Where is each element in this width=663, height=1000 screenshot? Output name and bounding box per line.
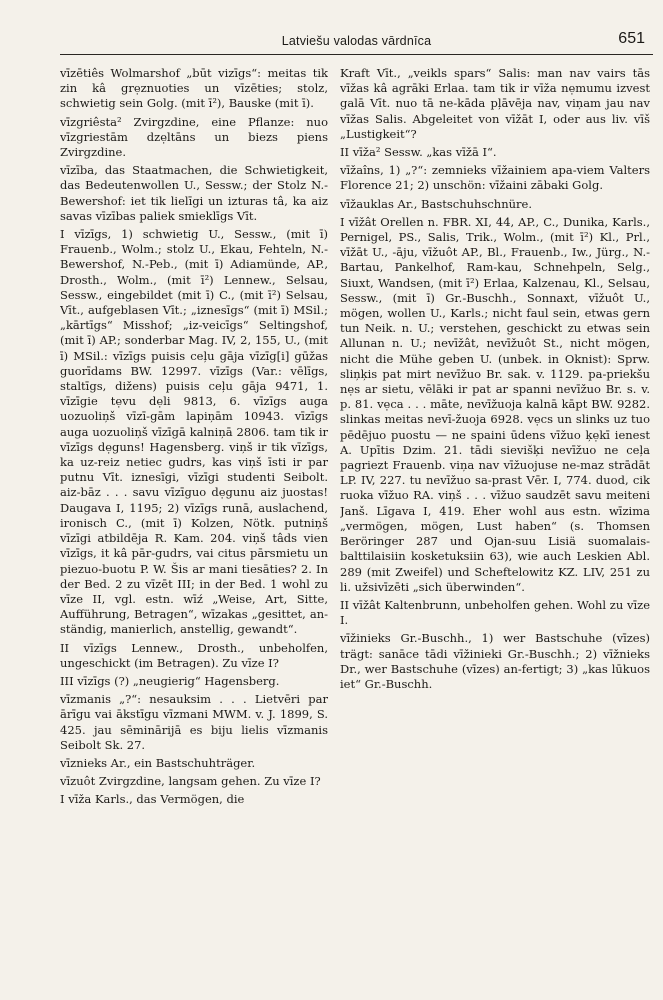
entry-vizains: vīžaîns, 1) „?“: zemnieks vīžainiem apa-viem Valters Florence 21; 2) unschön: vīžaini zābaki Golg. [340, 163, 650, 193]
page-number: 651 [618, 30, 645, 47]
entry-viza-1-cont: Kraft Vīt., „veikls spars“ Salis: man nav vairs tās vīžas kâ agrāki Erlaa. tam tik ir vīža nẹmumu izvest galā Vīt. nuo tā ne-kāda pļāvēja nav, viņam jau nav vīžas Salis. Abgeleitet von vīžāt I, oder aus liv. vīš „Lustigkeit“? [340, 66, 650, 141]
entry-viziba: vīzība, das Staatmachen, die Schwietigkeit, das Bedeutenwollen U., Sessw.; der Stolz N.-Bewershof: iet tik lielīgi un izturas tâ, ka aiz savas vīzības paliek smieklīgs Vīt. [60, 163, 328, 223]
left-column [60, 66, 328, 996]
entry-viza-1-start: I vīža Karls., das Vermögen, die [60, 792, 245, 807]
entry-viznieks: vīznieks Ar., ein Bastschuhträger. [60, 755, 256, 770]
entry-vizigs-3: III vīzīgs (?) „neugierig“ Hagensberg. [60, 673, 280, 688]
right-column [340, 66, 650, 996]
entry-vizmanis: vīzmanis „?“: nesauksim . . . Lietvēri par ārīgu vai ākstīgu vīzmani MWM. v. J. 1899, S. 425. jau sēminārijā es biju lielis vīzmanis Seibolt Sk. 27. [60, 692, 328, 752]
running-title: Latviešu valodas vārdnīca [281, 34, 432, 48]
entry-vizinieks: vīžinieks Gr.-Buschh., 1) wer Bastschuhe (vīzes) trägt: sanāce tādi vīžinieki Gr.-Buschh.; 2) vīžnieks Dr., wer Bastschuhe (vīzes) an-fertigt; 3) „kas lūkuos iet“ Gr.-Buschh. [340, 631, 650, 691]
entry-vizeties: vīzētiês Wolmarshof „būt vizīgs“: meitas tik zin kâ grẹznuoties un vīzēties; stolz, schwietig sein Golg. (mit ī²), Bauske (mit ī). [60, 66, 328, 111]
entry-vizauklas: vīžauklas Ar., Bastschuhschnüre. [340, 196, 532, 211]
entry-viza-2: II vīža² Sessw. „kas vīžā I“. [340, 145, 497, 160]
page-header [60, 30, 653, 55]
entry-vizuot: vīzuôt Zvirgzdine, langsam gehen. Zu vīze I? [60, 774, 321, 789]
entry-vizigs-1: I vīzīgs, 1) schwietig U., Sessw., (mit ī) Frauenb., Wolm.; stolz U., Ekau, Fehteln, N.-Bewershof, N.-Peb., (mit ī) Adiamünde, AP., Drosth., Wolm., (mit ī²) Lennew., Selsau, Sessw., eingebildet (mit ī) C., (mit ī²) Selsau, Vīt., aufgeblasen Vīt.; „iznesīgs“ (mit ī) MSil.; „kārtīgs“ Misshof; „iz-veicīgs“ Seltingshof, (mit ī) AP.; sonderbar Mag. IV, 2, 155, U., (mit ī) MSil.: vīzīgs puisis ceļu gāja vīzīg[i] gūžas guorīdams BW. 12997. vīzīgs (Var.: vēlīgs, staltīgs, dižens) puisis ceļu gāja 9471, 1. vīzīgie tẹvu dẹli 9813, 6. vīzīgs auga uozuoliņš vīzī-gām lapiņām 10943. vīzīgs auga uozuoliņš vīzīgā kalniņā 2806. tam tik ir vīzīgs dẹguns! Hagensberg. viņš ir tik vīzīgs, ka uz-reiz netiec gudrs, kas viņš īsti ir par putnu Vīt. iznesīgi, vīzīgi studenti Seibolt. aiz-bāz . . . savu vīzīguo dẹgunu aiz juostas! Daugava I, 1195; 2) vīzīgs runā, auslachend, ironisch C., (mit ī) Kolzen, Nötk. putniņš vīzīgi atbildēja R. Kam. 204. viņš tâds vien vīzīgs, it kâ pār-gudrs, vai citus pārsmietu un piezuo-buotu P. W. Šis ar mani tiesāties? 2. In der Bed. 2 zu vīzēt III; in der Bed. 1 wohl zu vīze II, vgl. estn. wīź „Weise, Art, Sitte, Aufführung, Betragen“, wīzakas „gesittet, an-ständig, manierlich, anstellig, gewandt“. [60, 227, 328, 637]
entry-vizat-2: II vīžât Kaltenbrunn, unbeholfen gehen. Wohl zu vīze I. [340, 597, 650, 628]
entry-vizgriesta: vīzgriêsta² Zvirgzdine, eine Pflanze: nuo vīzgriestām dzẹltāns un biezs piens Zvirgzdine. [60, 114, 328, 160]
entry-vizigs-2: II vīzīgs Lennew., Drosth., unbeholfen, ungeschickt (im Betragen). Zu vīze I? [60, 640, 328, 670]
entry-vizat-1: I vīžât Orellen n. FBR. XI, 44, AP., C., Dunika, Karls., Pernigel, PS., Salis, Trik., Wolm., (mit ī²) Kl., Prl., vīžāt U., -āju, vīžuôt AP., Bl., Frauenb., Iw., Jürg., N.-Bartau, Pankelhof, Ram-kau, Schnehpeln, Selg., Siuxt, Wandsen, (mit ī²) Erlaa, Kalzenau, Kl., Selsau, Sessw., (mit ī) Gr.-Buschh., Sonnaxt, vīžuôt U., mögen, wollen U., Karls.; nicht faul sein, etwas gern tun Neik. n. U.; verstehen, geschickt zu etwas sein Allunan n. U.; nevīžât, nevīžuôt St., nicht mögen, nicht die Mühe geben U. (unbek. in Oknist): Sprw. sliņķis pat mirt nevīžuo Br. sak. v. 1129. pa-priekšu nẹs ar sietu, vēlāki ir pat ar spanni nevīžuo Br. s. v. p. 81. vẹca . . . māte, nevīžuoja kalnā kāpt BW. 9282. slinkas meitas nevī-žuoja 6928. vẹcs un slinks uz tuo pēdējuo puostu — ne spaini ūdens vīžuo ķẹkī ienest A. Upītis Dzim. 21. tādi sievišķi nevīžuo ne ceļa pagriezt Frauenb. viņa nav vīžuojuse ne-maz strādāt LP. IV, 227. tu nevīžuo sa-prast Vēr. I, 774. duod, cik ruoka vīžuo RA. viņš . . . vīžuo saudzēt savu meiteni Janš. Līgava I, 419. Eher wohl aus estn. wīzima „vermögen, mögen, Lust haben“ (s. Thomsen Beröringer 287 und Ojan-suu Lisiä suomalais-balttilaisiin kosketuksiin 63), wie auch Leskien Abl. 289 (mit Zweifel) und Scheftelowitz KZ. LIV, 251 zu li. užsivīzēti „sich überwinden“. [340, 214, 650, 594]
